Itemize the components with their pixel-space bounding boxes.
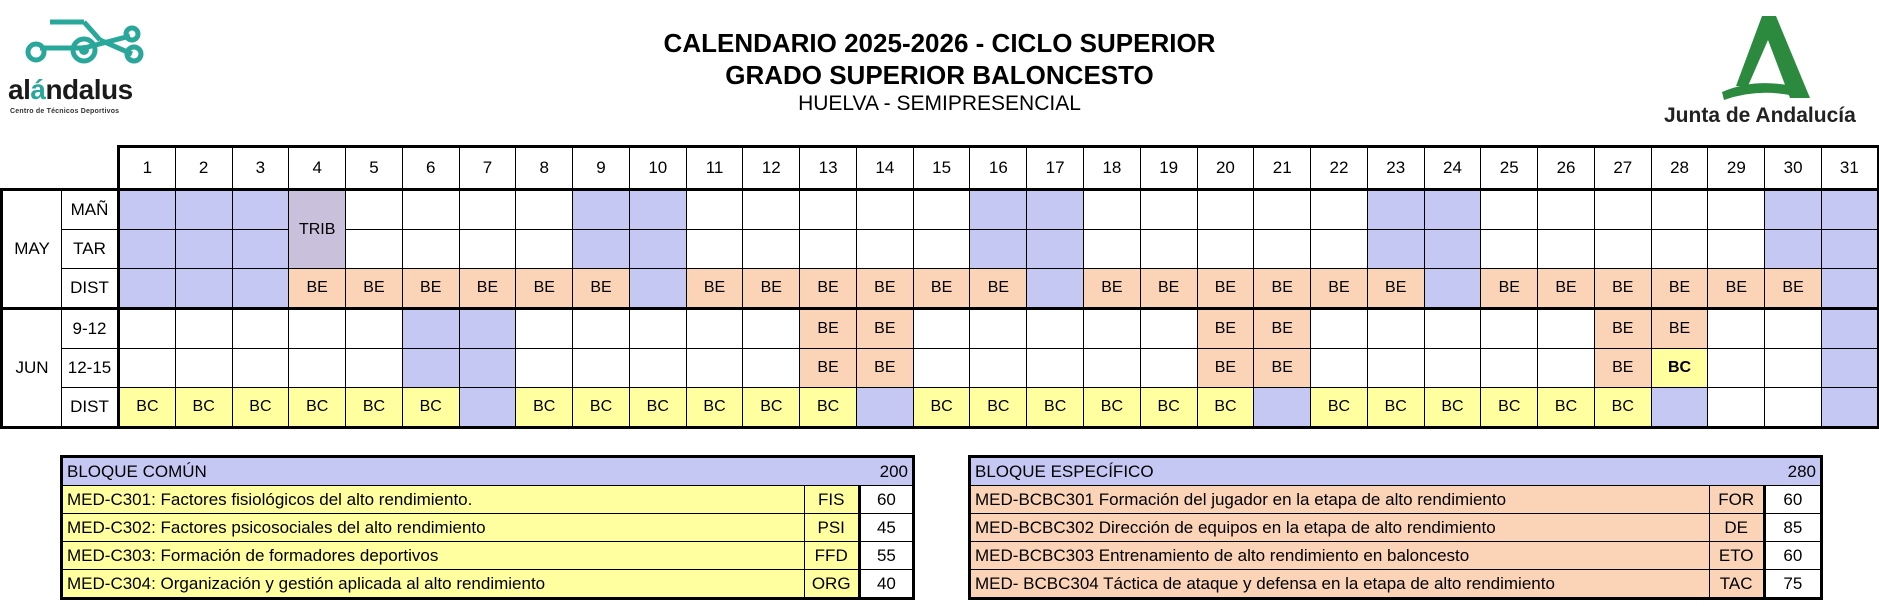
day-cell [573,190,630,230]
bc-session-cell: BC [1084,388,1141,428]
day-number: 9 [573,147,630,190]
be-session-cell: BE [1254,349,1311,388]
day-number: 14 [856,147,913,190]
day-cell [1311,230,1368,269]
be-session-cell: BE [913,269,970,309]
day-cell [913,349,970,388]
day-number: 6 [402,147,459,190]
day-number: 7 [459,147,516,190]
day-number: 15 [913,147,970,190]
bc-session-cell: BC [743,388,800,428]
day-cell [232,309,289,349]
day-cell [1084,190,1141,230]
day-cell [1708,388,1765,428]
title-line-1: CALENDARIO 2025-2026 - CICLO SUPERIOR [663,28,1216,58]
be-session-cell: BE [800,349,857,388]
day-cell [1311,309,1368,349]
module-hours: 60 [859,486,913,514]
day-cell [856,190,913,230]
bc-session-cell: BC [402,388,459,428]
day-number: 1 [119,147,176,190]
day-number: 3 [232,147,289,190]
module-name: MED-BCBC302 Dirección de equipos en la etapa de alto rendimiento [970,514,1710,542]
calendar-row [2,230,1879,269]
module-hours: 45 [859,514,913,542]
be-session-cell: BE [459,269,516,309]
day-cell [232,349,289,388]
module-name: MED-C303: Formación de formadores deportivos [62,542,805,570]
bc-session-cell: BC [573,388,630,428]
day-number: 16 [970,147,1027,190]
bc-session-cell: BC [516,388,573,428]
day-cell [1424,190,1481,230]
bc-session-cell: BC [1197,388,1254,428]
day-cell [970,230,1027,269]
slot-label: 9-12 [62,309,119,349]
bc-session-cell: BC [913,388,970,428]
legend-row [970,542,1822,570]
bc-session-cell: BC [119,388,176,428]
day-cell [1254,388,1311,428]
trib-cell: TRIB [289,190,346,269]
day-cell [289,309,346,349]
be-session-cell: BE [856,309,913,349]
day-cell [1424,269,1481,309]
bc-session-cell: BC [800,388,857,428]
day-cell [516,349,573,388]
day-cell [800,230,857,269]
calendar-row [2,190,1879,230]
be-session-cell: BE [516,269,573,309]
day-cell [1084,230,1141,269]
day-cell [1594,230,1651,269]
day-cell [1140,190,1197,230]
day-cell [1424,230,1481,269]
day-cell [1708,230,1765,269]
bc-session-cell: BC [289,388,346,428]
bc-session-cell: BC [1140,388,1197,428]
module-hours: 75 [1764,570,1821,599]
day-cell [1027,349,1084,388]
module-name: MED-BCBC303 Entrenamiento de alto rendimiento en baloncesto [970,542,1710,570]
day-cell [1651,388,1708,428]
bc-session-cell: BC [232,388,289,428]
bc-session-cell: BC [346,388,403,428]
module-name: MED-BCBC301 Formación del jugador en la etapa de alto rendimiento [970,486,1710,514]
day-cell [970,190,1027,230]
day-cell [970,309,1027,349]
day-number: 29 [1708,147,1765,190]
day-cell [516,230,573,269]
be-session-cell: BE [1594,349,1651,388]
day-cell [1481,230,1538,269]
bc-session-cell: BC [1651,349,1708,388]
day-number: 26 [1538,147,1595,190]
be-session-cell: BE [1651,309,1708,349]
day-cell [1821,190,1878,230]
day-cell [573,349,630,388]
module-code: FFD [804,542,859,570]
be-session-cell: BE [1254,309,1311,349]
day-number: 20 [1197,147,1254,190]
legend-row [970,486,1822,514]
day-cell [1424,349,1481,388]
module-code: FIS [804,486,859,514]
day-cell [686,349,743,388]
day-cell [856,388,913,428]
calendar-row [2,269,1879,309]
bc-session-cell: BC [1311,388,1368,428]
day-cell [1765,230,1822,269]
bc-session-cell: BC [1481,388,1538,428]
day-cell [1708,309,1765,349]
day-cell [119,269,176,309]
day-cell [1367,230,1424,269]
day-cell [743,309,800,349]
legend-row [62,570,914,599]
day-cell [459,190,516,230]
be-session-cell: BE [1367,269,1424,309]
be-session-cell: BE [800,309,857,349]
junta-andalucia-logo [1660,16,1860,131]
day-cell [1481,349,1538,388]
be-session-cell: BE [856,349,913,388]
day-number: 17 [1027,147,1084,190]
day-cell [1821,309,1878,349]
day-cell [289,349,346,388]
module-code: DE [1709,514,1764,542]
bc-session-cell: BC [629,388,686,428]
day-cell [1708,190,1765,230]
day-number: 5 [346,147,403,190]
day-cell [402,190,459,230]
bc-session-cell: BC [175,388,232,428]
day-cell [232,190,289,230]
legend-title: BLOQUE COMÚN [62,457,860,486]
day-cell [516,190,573,230]
day-cell [119,309,176,349]
day-number: 8 [516,147,573,190]
day-cell [1765,349,1822,388]
day-cell [743,190,800,230]
day-cell [1367,190,1424,230]
be-session-cell: BE [1197,309,1254,349]
day-cell [913,230,970,269]
bc-session-cell: BC [686,388,743,428]
day-cell [743,230,800,269]
slot-label: DIST [62,388,119,428]
day-number: 30 [1765,147,1822,190]
day-cell [1254,230,1311,269]
day-cell [1027,230,1084,269]
day-cell [1084,309,1141,349]
be-session-cell: BE [1481,269,1538,309]
day-cell [1765,190,1822,230]
day-cell [686,230,743,269]
legend-row [970,570,1822,599]
module-name: MED- BCBC304 Táctica de ataque y defensa en la etapa de alto rendimiento [970,570,1710,599]
day-cell [1027,309,1084,349]
day-number: 22 [1311,147,1368,190]
month-label: MAY [2,190,62,309]
slot-label: TAR [62,230,119,269]
day-cell [402,349,459,388]
day-number: 21 [1254,147,1311,190]
day-cell [629,269,686,309]
day-cell [119,230,176,269]
day-cell [1651,230,1708,269]
junta-a-icon [1714,16,1810,100]
day-cell [516,309,573,349]
be-session-cell: BE [743,269,800,309]
day-number: 11 [686,147,743,190]
calendar-row [2,388,1879,428]
day-cell [119,349,176,388]
be-session-cell: BE [1311,269,1368,309]
day-cell [1481,190,1538,230]
day-cell [800,190,857,230]
day-cell [573,309,630,349]
be-session-cell: BE [1197,269,1254,309]
day-cell [1197,190,1254,230]
day-cell [686,309,743,349]
day-cell [1821,349,1878,388]
day-number: 2 [175,147,232,190]
be-session-cell: BE [1140,269,1197,309]
day-number: 12 [743,147,800,190]
day-number: 25 [1481,147,1538,190]
day-cell [1765,309,1822,349]
slot-label: 12-15 [62,349,119,388]
bc-session-cell: BC [1594,388,1651,428]
day-cell [913,190,970,230]
be-session-cell: BE [1254,269,1311,309]
be-session-cell: BE [346,269,403,309]
title-line-2: GRADO SUPERIOR BALONCESTO [725,60,1154,90]
day-cell [1311,349,1368,388]
day-cell [402,230,459,269]
be-session-cell: BE [1708,269,1765,309]
day-number: 19 [1140,147,1197,190]
day-cell [346,190,403,230]
day-cell [1140,309,1197,349]
day-cell [629,230,686,269]
day-cell [1538,349,1595,388]
day-number: 18 [1084,147,1141,190]
day-cell [175,309,232,349]
day-cell [402,309,459,349]
day-cell [175,230,232,269]
day-cell [459,230,516,269]
title-line-3: HUELVA - SEMIPRESENCIAL [798,92,1081,115]
day-cell [1140,349,1197,388]
module-hours: 85 [1764,514,1821,542]
legend-row [62,486,914,514]
day-cell [1538,190,1595,230]
legend-total-hours: 200 [859,457,913,486]
blank-cell [2,147,62,190]
day-cell [459,388,516,428]
module-code: FOR [1709,486,1764,514]
bc-session-cell: BC [1424,388,1481,428]
day-cell [1765,388,1822,428]
day-cell [1538,309,1595,349]
day-cell [1708,349,1765,388]
day-cell [1140,230,1197,269]
legend-common-block [60,455,915,600]
day-cell [970,349,1027,388]
brand-tagline: Centro de Técnicos Deportivos [10,108,120,115]
junta-text: Junta de Andalucía [1664,104,1856,127]
be-session-cell: BE [1594,309,1651,349]
be-session-cell: BE [856,269,913,309]
be-session-cell: BE [573,269,630,309]
module-code: ORG [804,570,859,599]
day-cell [629,190,686,230]
day-cell [232,230,289,269]
day-number: 4 [289,147,346,190]
module-code: ETO [1709,542,1764,570]
day-number: 27 [1594,147,1651,190]
day-cell [629,349,686,388]
day-cell [1027,190,1084,230]
legend-row [62,514,914,542]
be-session-cell: BE [402,269,459,309]
calendar-row [2,349,1879,388]
day-cell [232,269,289,309]
day-cell [856,230,913,269]
brand-name: alándalus [8,74,133,105]
day-cell [1367,309,1424,349]
day-cell [1538,230,1595,269]
module-name: MED-C301: Factores fisiológicos del alto rendimiento. [62,486,805,514]
legend-specific-block [968,455,1823,600]
day-cell [1084,349,1141,388]
day-cell [1254,190,1311,230]
day-cell [1197,230,1254,269]
day-number: 24 [1424,147,1481,190]
day-cell [459,349,516,388]
be-session-cell: BE [686,269,743,309]
bc-session-cell: BC [1538,388,1595,428]
day-number: 28 [1651,147,1708,190]
blank-cell [62,147,119,190]
day-cell [686,190,743,230]
be-session-cell: BE [289,269,346,309]
module-code: TAC [1709,570,1764,599]
day-cell [175,269,232,309]
legend-row [970,514,1822,542]
day-cell [913,309,970,349]
bc-session-cell: BC [1027,388,1084,428]
module-hours: 40 [859,570,913,599]
day-number: 10 [629,147,686,190]
day-cell [459,309,516,349]
be-session-cell: BE [1197,349,1254,388]
day-number: 13 [800,147,857,190]
legend-title: BLOQUE ESPECÍFICO [970,457,1765,486]
day-cell [1821,269,1878,309]
day-cell [119,190,176,230]
day-cell [1594,190,1651,230]
day-number: 23 [1367,147,1424,190]
be-session-cell: BE [1538,269,1595,309]
day-cell [346,230,403,269]
slot-label: DIST [62,269,119,309]
calendar-row [2,309,1879,349]
day-cell [175,349,232,388]
module-hours: 60 [1764,486,1821,514]
bc-session-cell: BC [970,388,1027,428]
be-session-cell: BE [1594,269,1651,309]
day-cell [1821,388,1878,428]
day-cell [1027,269,1084,309]
calendar-grid [0,145,1879,429]
legend-row [62,542,914,570]
slot-label: MAÑ [62,190,119,230]
day-number: 31 [1821,147,1878,190]
day-cell [1311,190,1368,230]
bc-session-cell: BC [1367,388,1424,428]
be-session-cell: BE [1765,269,1822,309]
day-cell [1821,230,1878,269]
day-cell [346,309,403,349]
module-code: PSI [804,514,859,542]
day-cell [1424,309,1481,349]
day-cell [629,309,686,349]
day-cell [346,349,403,388]
legend-total-hours: 280 [1764,457,1821,486]
be-session-cell: BE [1651,269,1708,309]
day-cell [1481,309,1538,349]
module-name: MED-C304: Organización y gestión aplicada al alto rendimiento [62,570,805,599]
day-cell [743,349,800,388]
day-cell [1367,349,1424,388]
day-cell [175,190,232,230]
day-cell [1651,190,1708,230]
month-label: JUN [2,309,62,428]
be-session-cell: BE [970,269,1027,309]
be-session-cell: BE [800,269,857,309]
module-hours: 60 [1764,542,1821,570]
day-cell [573,230,630,269]
be-session-cell: BE [1084,269,1141,309]
module-hours: 55 [859,542,913,570]
module-name: MED-C302: Factores psicosociales del alto rendimiento [62,514,805,542]
